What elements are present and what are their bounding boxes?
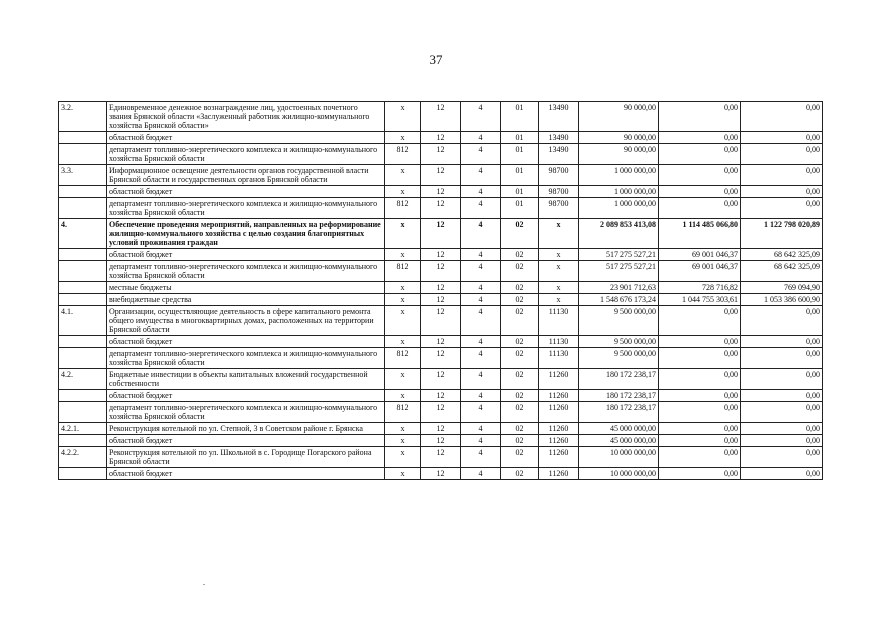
row-number-cell (59, 198, 107, 219)
code-section-cell: 12 (421, 390, 461, 402)
amount-year2-cell: 0,00 (659, 102, 741, 132)
code-program-cell: 02 (501, 390, 539, 402)
description-cell: Организации, осуществляющие деятельность в сфере капитального ремонта общего имущества в многоквартирных домах, расположенных на территории Брянской области (107, 306, 385, 336)
code-admin-cell: x (385, 165, 421, 186)
amount-year3-cell: 0,00 (741, 348, 823, 369)
row-number-cell: 4.2. (59, 369, 107, 390)
code-admin-cell: x (385, 447, 421, 468)
table-row (59, 186, 823, 198)
amount-year2-cell: 0,00 (659, 369, 741, 390)
amount-year2-cell: 0,00 (659, 348, 741, 369)
amount-year3-cell: 0,00 (741, 468, 823, 480)
code-subsection-cell: 4 (461, 132, 501, 144)
code-item-cell: x (539, 261, 579, 282)
table-row (59, 165, 823, 186)
amount-year1-cell: 1 000 000,00 (579, 165, 659, 186)
code-subsection-cell: 4 (461, 102, 501, 132)
table-row (59, 249, 823, 261)
code-subsection-cell: 4 (461, 390, 501, 402)
row-number-cell: 4.2.1. (59, 423, 107, 435)
code-subsection-cell: 4 (461, 282, 501, 294)
amount-year3-cell: 0,00 (741, 390, 823, 402)
code-item-cell: 11260 (539, 468, 579, 480)
code-program-cell: 01 (501, 198, 539, 219)
code-section-cell: 12 (421, 186, 461, 198)
code-section-cell: 12 (421, 402, 461, 423)
code-program-cell: 02 (501, 447, 539, 468)
code-section-cell: 12 (421, 435, 461, 447)
page-number: 37 (429, 52, 443, 67)
amount-year3-cell: 0,00 (741, 447, 823, 468)
code-program-cell: 02 (501, 468, 539, 480)
code-program-cell: 02 (501, 402, 539, 423)
code-program-cell: 01 (501, 102, 539, 132)
amount-year3-cell: 1 053 386 600,90 (741, 294, 823, 306)
code-admin-cell: x (385, 390, 421, 402)
code-admin-cell: x (385, 294, 421, 306)
amount-year2-cell: 0,00 (659, 132, 741, 144)
table-row (59, 390, 823, 402)
code-subsection-cell: 4 (461, 348, 501, 369)
table-row (59, 423, 823, 435)
amount-year1-cell: 2 089 853 413,08 (579, 219, 659, 249)
code-program-cell: 02 (501, 336, 539, 348)
amount-year2-cell: 1 044 755 303,61 (659, 294, 741, 306)
code-subsection-cell: 4 (461, 423, 501, 435)
code-item-cell: x (539, 249, 579, 261)
code-item-cell: 98700 (539, 165, 579, 186)
code-admin-cell: 812 (385, 144, 421, 165)
code-item-cell: 11130 (539, 336, 579, 348)
code-item-cell: 11260 (539, 402, 579, 423)
table-row (59, 348, 823, 369)
description-cell: областной бюджет (107, 390, 385, 402)
code-subsection-cell: 4 (461, 468, 501, 480)
code-item-cell: x (539, 282, 579, 294)
code-program-cell: 01 (501, 144, 539, 165)
amount-year2-cell: 0,00 (659, 306, 741, 336)
row-number-cell (59, 402, 107, 423)
amount-year1-cell: 90 000,00 (579, 132, 659, 144)
code-program-cell: 02 (501, 348, 539, 369)
code-item-cell: x (539, 219, 579, 249)
amount-year3-cell: 0,00 (741, 144, 823, 165)
code-admin-cell: 812 (385, 348, 421, 369)
code-section-cell: 12 (421, 198, 461, 219)
amount-year3-cell: 0,00 (741, 306, 823, 336)
table-row (59, 336, 823, 348)
table-body (59, 102, 823, 480)
description-cell: внебюджетные средства (107, 294, 385, 306)
code-admin-cell: x (385, 369, 421, 390)
code-program-cell: 02 (501, 282, 539, 294)
code-admin-cell: 812 (385, 402, 421, 423)
row-number-cell (59, 132, 107, 144)
code-subsection-cell: 4 (461, 165, 501, 186)
amount-year3-cell: 0,00 (741, 132, 823, 144)
code-section-cell: 12 (421, 447, 461, 468)
code-program-cell: 02 (501, 261, 539, 282)
code-subsection-cell: 4 (461, 402, 501, 423)
code-section-cell: 12 (421, 294, 461, 306)
code-admin-cell: x (385, 102, 421, 132)
code-subsection-cell: 4 (461, 249, 501, 261)
code-item-cell: 11130 (539, 348, 579, 369)
code-section-cell: 12 (421, 261, 461, 282)
amount-year1-cell: 9 500 000,00 (579, 306, 659, 336)
row-number-cell (59, 249, 107, 261)
row-number-cell: 3.3. (59, 165, 107, 186)
code-item-cell: x (539, 294, 579, 306)
code-section-cell: 12 (421, 165, 461, 186)
amount-year3-cell: 68 642 325,09 (741, 249, 823, 261)
amount-year1-cell: 1 548 676 173,24 (579, 294, 659, 306)
amount-year3-cell: 0,00 (741, 198, 823, 219)
description-cell: местные бюджеты (107, 282, 385, 294)
row-number-cell (59, 336, 107, 348)
code-section-cell: 12 (421, 249, 461, 261)
row-number-cell (59, 144, 107, 165)
code-section-cell: 12 (421, 348, 461, 369)
code-subsection-cell: 4 (461, 198, 501, 219)
table-row (59, 219, 823, 249)
amount-year1-cell: 45 000 000,00 (579, 423, 659, 435)
amount-year1-cell: 180 172 238,17 (579, 369, 659, 390)
table-row (59, 294, 823, 306)
code-item-cell: 13490 (539, 102, 579, 132)
amount-year2-cell: 1 114 485 066,80 (659, 219, 741, 249)
code-section-cell: 12 (421, 144, 461, 165)
table-row (59, 402, 823, 423)
amount-year3-cell: 0,00 (741, 369, 823, 390)
code-admin-cell: x (385, 219, 421, 249)
code-section-cell: 12 (421, 423, 461, 435)
code-section-cell: 12 (421, 468, 461, 480)
amount-year3-cell: 1 122 798 020,89 (741, 219, 823, 249)
code-admin-cell: 812 (385, 198, 421, 219)
amount-year1-cell: 1 000 000,00 (579, 198, 659, 219)
code-item-cell: 11130 (539, 306, 579, 336)
row-number-cell: 4.1. (59, 306, 107, 336)
description-cell: областной бюджет (107, 336, 385, 348)
code-item-cell: 98700 (539, 198, 579, 219)
amount-year3-cell: 0,00 (741, 336, 823, 348)
code-item-cell: 11260 (539, 447, 579, 468)
amount-year1-cell: 10 000 000,00 (579, 468, 659, 480)
code-section-cell: 12 (421, 219, 461, 249)
row-number-cell (59, 294, 107, 306)
code-program-cell: 01 (501, 132, 539, 144)
code-section-cell: 12 (421, 282, 461, 294)
description-cell: Бюджетные инвестиции в объекты капитальных вложений государственной собственности (107, 369, 385, 390)
code-subsection-cell: 4 (461, 447, 501, 468)
code-program-cell: 02 (501, 435, 539, 447)
table-row (59, 306, 823, 336)
code-item-cell: 11260 (539, 390, 579, 402)
code-item-cell: 13490 (539, 144, 579, 165)
code-program-cell: 01 (501, 186, 539, 198)
row-number-cell (59, 435, 107, 447)
code-subsection-cell: 4 (461, 435, 501, 447)
code-program-cell: 02 (501, 423, 539, 435)
amount-year1-cell: 1 000 000,00 (579, 186, 659, 198)
amount-year2-cell: 0,00 (659, 165, 741, 186)
amount-year2-cell: 69 001 046,37 (659, 249, 741, 261)
description-cell: областной бюджет (107, 249, 385, 261)
code-admin-cell: 812 (385, 261, 421, 282)
amount-year2-cell: 0,00 (659, 390, 741, 402)
code-admin-cell: x (385, 186, 421, 198)
code-subsection-cell: 4 (461, 294, 501, 306)
description-cell: Обеспечение проведения мероприятий, направленных на реформирование жилищно-коммунального хозяйства с целью создания благоприятных условий проживания граждан (107, 219, 385, 249)
description-cell: областной бюджет (107, 435, 385, 447)
code-subsection-cell: 4 (461, 219, 501, 249)
row-number-cell: 3.2. (59, 102, 107, 132)
amount-year3-cell: 0,00 (741, 165, 823, 186)
code-program-cell: 02 (501, 294, 539, 306)
amount-year2-cell: 0,00 (659, 468, 741, 480)
amount-year3-cell: 0,00 (741, 186, 823, 198)
table-row (59, 468, 823, 480)
amount-year1-cell: 90 000,00 (579, 144, 659, 165)
description-cell: департамент топливно-энергетического комплекса и жилищно-коммунального хозяйства Брянской области (107, 198, 385, 219)
code-item-cell: 11260 (539, 435, 579, 447)
code-program-cell: 02 (501, 249, 539, 261)
row-number-cell (59, 261, 107, 282)
description-cell: Реконструкция котельной по ул. Школьной в с. Городище Погарского района Брянской области (107, 447, 385, 468)
code-subsection-cell: 4 (461, 369, 501, 390)
code-subsection-cell: 4 (461, 336, 501, 348)
amount-year1-cell: 180 172 238,17 (579, 402, 659, 423)
code-admin-cell: x (385, 435, 421, 447)
code-admin-cell: x (385, 336, 421, 348)
description-cell: Информационное освещение деятельности органов государственной власти Брянской области и государственных органов Брянской области (107, 165, 385, 186)
code-subsection-cell: 4 (461, 261, 501, 282)
code-admin-cell: x (385, 468, 421, 480)
amount-year2-cell: 0,00 (659, 423, 741, 435)
budget-table (58, 101, 823, 480)
row-number-cell (59, 186, 107, 198)
code-section-cell: 12 (421, 102, 461, 132)
code-item-cell: 13490 (539, 132, 579, 144)
table-row (59, 282, 823, 294)
table-row (59, 261, 823, 282)
table-row (59, 435, 823, 447)
row-number-cell: 4.2.2. (59, 447, 107, 468)
code-section-cell: 12 (421, 306, 461, 336)
amount-year1-cell: 90 000,00 (579, 102, 659, 132)
code-program-cell: 02 (501, 219, 539, 249)
amount-year1-cell: 23 901 712,63 (579, 282, 659, 294)
amount-year2-cell: 0,00 (659, 402, 741, 423)
amount-year1-cell: 9 500 000,00 (579, 348, 659, 369)
table-row (59, 447, 823, 468)
code-program-cell: 02 (501, 369, 539, 390)
row-number-cell (59, 282, 107, 294)
code-item-cell: 11260 (539, 369, 579, 390)
description-cell: департамент топливно-энергетического комплекса и жилищно-коммунального хозяйства Брянской области (107, 261, 385, 282)
code-admin-cell: x (385, 282, 421, 294)
amount-year2-cell: 0,00 (659, 447, 741, 468)
description-cell: Реконструкция котельной по ул. Степной, 3 в Советском районе г. Брянска (107, 423, 385, 435)
row-number-cell: 4. (59, 219, 107, 249)
code-item-cell: 11260 (539, 423, 579, 435)
description-cell: областной бюджет (107, 132, 385, 144)
amount-year1-cell: 180 172 238,17 (579, 390, 659, 402)
description-cell: Единовременное денежное вознаграждение лиц, удостоенных почетного звания Брянской области «Заслуженный работник жилищно-коммунального хозяйства Брянской области» (107, 102, 385, 132)
code-section-cell: 12 (421, 369, 461, 390)
amount-year1-cell: 517 275 527,21 (579, 261, 659, 282)
code-admin-cell: x (385, 423, 421, 435)
amount-year1-cell: 10 000 000,00 (579, 447, 659, 468)
amount-year2-cell: 0,00 (659, 336, 741, 348)
code-item-cell: 98700 (539, 186, 579, 198)
amount-year3-cell: 0,00 (741, 435, 823, 447)
description-cell: департамент топливно-энергетического комплекса и жилищно-коммунального хозяйства Брянской области (107, 348, 385, 369)
amount-year1-cell: 9 500 000,00 (579, 336, 659, 348)
table-row (59, 198, 823, 219)
table-row (59, 369, 823, 390)
code-section-cell: 12 (421, 336, 461, 348)
code-admin-cell: x (385, 249, 421, 261)
description-cell: областной бюджет (107, 468, 385, 480)
amount-year2-cell: 0,00 (659, 186, 741, 198)
code-program-cell: 01 (501, 165, 539, 186)
amount-year2-cell: 0,00 (659, 198, 741, 219)
amount-year2-cell: 0,00 (659, 435, 741, 447)
code-subsection-cell: 4 (461, 186, 501, 198)
amount-year2-cell: 69 001 046,37 (659, 261, 741, 282)
table-row (59, 132, 823, 144)
code-subsection-cell: 4 (461, 306, 501, 336)
amount-year3-cell: 0,00 (741, 423, 823, 435)
code-subsection-cell: 4 (461, 144, 501, 165)
amount-year3-cell: 0,00 (741, 402, 823, 423)
table-row (59, 144, 823, 165)
code-program-cell: 02 (501, 306, 539, 336)
description-cell: областной бюджет (107, 186, 385, 198)
amount-year3-cell: 68 642 325,09 (741, 261, 823, 282)
table-row (59, 102, 823, 132)
amount-year3-cell: 769 094,90 (741, 282, 823, 294)
code-section-cell: 12 (421, 132, 461, 144)
amount-year2-cell: 728 716,82 (659, 282, 741, 294)
amount-year1-cell: 45 000 000,00 (579, 435, 659, 447)
amount-year3-cell: 0,00 (741, 102, 823, 132)
row-number-cell (59, 348, 107, 369)
description-cell: департамент топливно-энергетического комплекса и жилищно-коммунального хозяйства Брянской области (107, 402, 385, 423)
amount-year2-cell: 0,00 (659, 144, 741, 165)
row-number-cell (59, 390, 107, 402)
amount-year1-cell: 517 275 527,21 (579, 249, 659, 261)
code-admin-cell: x (385, 132, 421, 144)
stray-mark: . (203, 578, 205, 587)
description-cell: департамент топливно-энергетического комплекса и жилищно-коммунального хозяйства Брянской области (107, 144, 385, 165)
code-admin-cell: x (385, 306, 421, 336)
row-number-cell (59, 468, 107, 480)
